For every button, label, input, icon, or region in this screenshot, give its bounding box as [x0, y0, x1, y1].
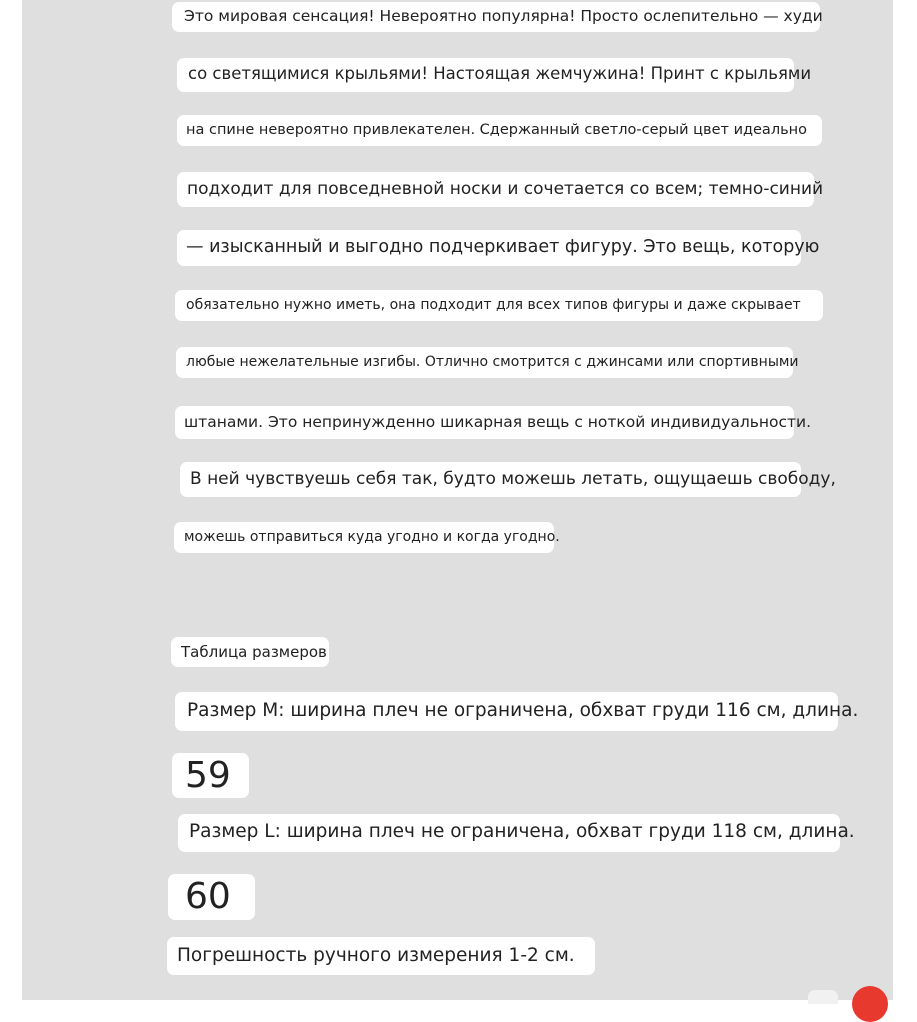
- size-l-length-value: 60: [168, 874, 255, 920]
- description-line-7: любые нежелательные изгибы. Отлично смотрится с джинсами или спортивными: [176, 347, 793, 378]
- description-line-8: штанами. Это непринужденно шикарная вещь с ноткой индивидуальности.: [175, 406, 794, 439]
- description-line-9: В ней чувствуешь себя так, будто можешь летать, ощущаешь свободу,: [180, 462, 801, 497]
- description-line-1: Это мировая сенсация! Невероятно популярна! Просто ослепительно — худи: [172, 2, 820, 32]
- left-margin: [0, 0, 22, 1000]
- description-line-4: подходит для повседневной носки и сочетается со всем; темно-синий: [177, 172, 814, 207]
- description-line-3: на спине невероятно привлекателен. Сдержанный светло-серый цвет идеально: [177, 115, 822, 146]
- description-line-6: обязательно нужно иметь, она подходит для всех типов фигуры и даже скрывает: [175, 290, 823, 321]
- size-m-length-value: 59: [172, 753, 249, 798]
- description-line-10: можешь отправиться куда угодно и когда угодно.: [174, 522, 554, 553]
- right-margin: [893, 0, 917, 1000]
- overlay-fragment: [808, 990, 838, 1004]
- floating-action-indicator[interactable]: [852, 986, 888, 1022]
- size-l-description: Размер L: ширина плеч не ограничена, обхват груди 118 см, длина.: [178, 814, 840, 852]
- description-line-5: — изысканный и выгодно подчеркивает фигуру. Это вещь, которую: [177, 230, 801, 266]
- size-table-title: Таблица размеров: [171, 637, 329, 667]
- description-line-2: со светящимися крыльями! Настоящая жемчужина! Принт с крыльями: [177, 58, 794, 92]
- size-m-description: Размер M: ширина плеч не ограничена, обхват груди 116 см, длина.: [175, 692, 838, 731]
- measurement-tolerance-note: Погрешность ручного измерения 1-2 см.: [167, 937, 595, 975]
